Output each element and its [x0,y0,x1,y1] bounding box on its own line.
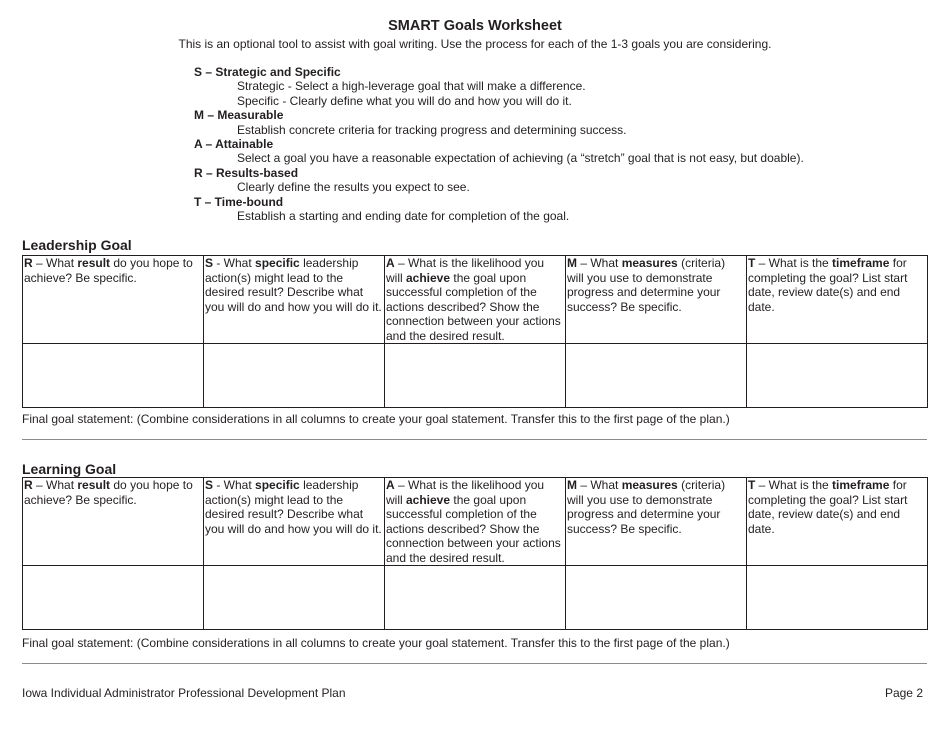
learning-final-statement-label: Final goal statement: (Combine considerations in all columns to create your goal statement. Transfer this to the first page of the plan.) [22,636,730,650]
smart-a-line-1: Select a goal you have a reasonable expectation of achieving (a “stretch” goal that is not easy, but doable). [237,151,804,166]
col-timeframe-header: T – What is the timeframe for completing the goal? List start date, review date(s) and end date. [747,478,928,566]
col-measures-header: M – What measures (criteria) will you use to demonstrate progress and determine your success? Be specific. [566,478,747,566]
leadership-specific-input[interactable] [204,344,385,408]
leadership-final-statement-label: Final goal statement: (Combine considerations in all columns to create your goal statement. Transfer this to the first page of the plan.) [22,412,730,426]
smart-definitions [194,65,894,223]
leadership-attainable-input[interactable] [385,344,566,408]
page-subtitle: This is an optional tool to assist with goal writing. Use the process for each of the 1-3 goals you are considering. [178,37,772,51]
col-result-header: R – What result do you hope to achieve? Be specific. [23,478,204,566]
col-specific-header: S - What specific leadership action(s) might lead to the desired result? Describe what you will do and how you will do it. [204,256,385,344]
learning-goal-title: Learning Goal [22,461,117,477]
smart-r-line-1: Clearly define the results you expect to see. [237,180,470,195]
page-title: SMART Goals Worksheet [388,18,562,34]
smart-m-line-1: Establish concrete criteria for tracking progress and determining success. [237,122,627,137]
learning-specific-input[interactable] [204,566,385,630]
footer-page-number: Page 2 [884,686,923,700]
footer-document-name: Iowa Individual Administrator Professional Development Plan [22,686,346,700]
leadership-goal-title: Leadership Goal [22,237,132,253]
smart-s-heading: S – Strategic and Specific [194,65,341,79]
learning-timeframe-input[interactable] [747,566,928,630]
col-attainable-header: A – What is the likelihood you will achieve the goal upon successful completion of the actions described? Show the connection between your actions and the desired result. [385,478,566,566]
leadership-timeframe-input[interactable] [747,344,928,408]
smart-t-heading: T – Time-bound [194,194,284,209]
learning-measures-input[interactable] [566,566,747,630]
leadership-result-input[interactable] [23,344,204,408]
col-result-header: R – What result do you hope to achieve? Be specific. [23,256,204,344]
learning-goal-table [22,477,928,630]
leadership-goal-table [22,255,928,408]
learning-final-statement-line[interactable] [22,663,927,664]
leadership-final-statement-line[interactable] [22,439,927,440]
learning-result-input[interactable] [23,566,204,630]
col-measures-header: M – What measures (criteria) will you use to demonstrate progress and determine your success? Be specific. [566,256,747,344]
smart-a-heading: A – Attainable [194,137,274,152]
smart-s-line-1: Strategic - Select a high-leverage goal that will make a difference. [237,79,586,94]
smart-s-line-2: Specific - Clearly define what you will do and how you will do it. [237,93,572,108]
col-timeframe-header: T – What is the timeframe for completing the goal? List start date, review date(s) and end date. [747,256,928,344]
leadership-measures-input[interactable] [566,344,747,408]
learning-attainable-input[interactable] [385,566,566,630]
col-specific-header: S - What specific leadership action(s) might lead to the desired result? Describe what you will do and how you will do it. [204,478,385,566]
smart-t-line-1: Establish a starting and ending date for completion of the goal. [237,209,570,224]
smart-m-heading: M – Measurable [194,108,284,123]
smart-r-heading: R – Results-based [194,165,299,180]
col-attainable-header: A – What is the likelihood you will achieve the goal upon successful completion of the actions described? Show the connection between your actions and the desired result. [385,256,566,344]
